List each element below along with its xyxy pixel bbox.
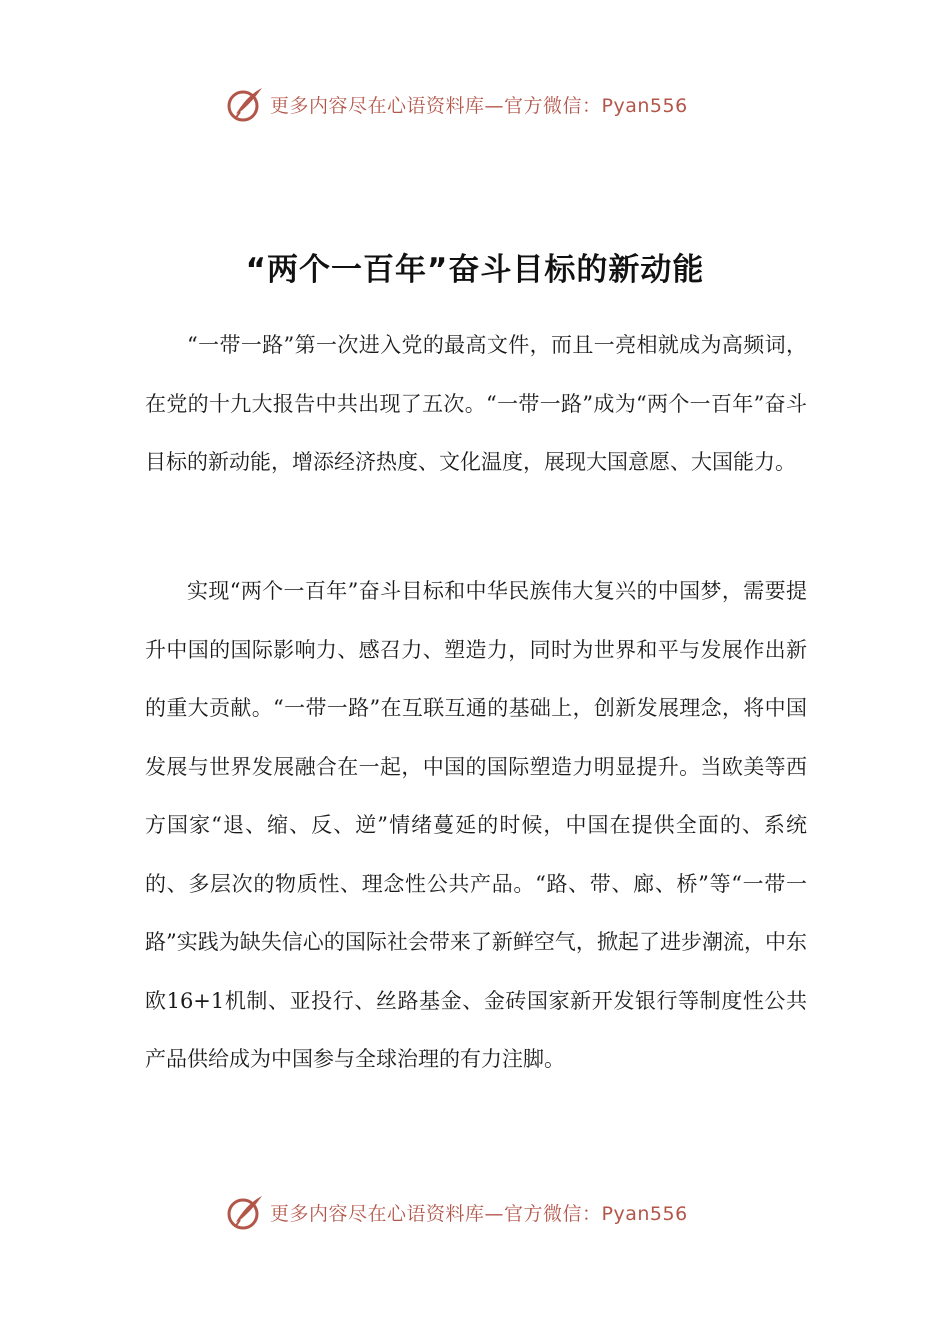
footer-banner-text: 更多内容尽在心语资料库—官方微信：Pyan556	[270, 1202, 688, 1225]
quill-logo-icon	[226, 84, 266, 124]
header-banner	[226, 82, 688, 126]
header-banner-text: 更多内容尽在心语资料库—官方微信：Pyan556	[270, 94, 688, 117]
document-title: “两个一百年”奋斗目标的新动能	[245, 252, 705, 288]
footer-banner	[226, 1190, 688, 1234]
paragraph-2: 实现“两个一百年”奋斗目标和中华民族伟大复兴的中国梦，需要提升中国的国际影响力、感召力、塑造力，同时为世界和平与发展作出新的重大贡献。“一带一路”在互联互通的基础上，创新发展理念，将中国发展与世界发展融合在一起，中国的国际塑造力明显提升。当欧美等西方国家“退、缩、反、逆”情绪蔓延的时候，中国在提供全面的、系统的、多层次的物质性、理念性公共产品。“路、带、廊、桥”等“一带一路”实践为缺失信心的国际社会带来了新鲜空气，掀起了进步潮流，中东欧16+1机制、亚投行、丝路基金、金砖国家新开发银行等制度性公共产品供给成为中国参与全球治理的有力注脚。	[145, 579, 807, 1071]
quill-logo-icon	[226, 1192, 266, 1232]
paragraph-1: “一带一路”第一次进入党的最高文件，而且一亮相就成为高频词，在党的十九大报告中共出现了五次。“一带一路”成为“两个一百年”奋斗目标的新动能，增添经济热度、文化温度，展现大国意愿、大国能力。	[145, 333, 807, 474]
